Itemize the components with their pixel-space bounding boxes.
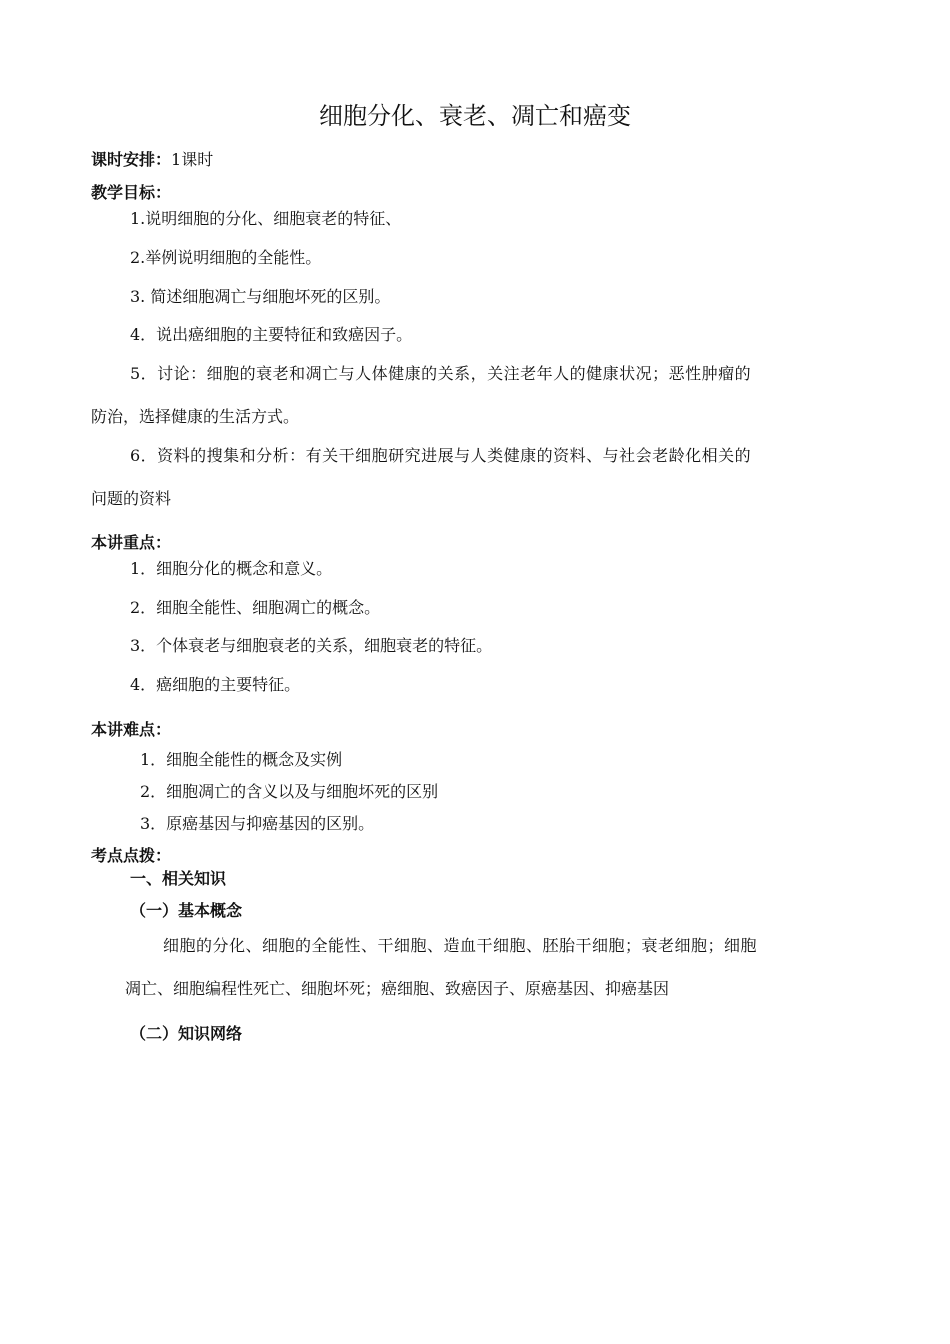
objective-item: 4．说出癌细胞的主要特征和致癌因子。 (130, 325, 413, 344)
objective-item: 2.举例说明细胞的全能性。 (130, 248, 322, 267)
objective-item-cont: 问题的资料 (91, 489, 172, 508)
objective-item-cont: 防治，选择健康的生活方式。 (91, 407, 300, 426)
schedule-line (91, 147, 213, 170)
key-points-heading: 本讲重点： (91, 533, 172, 552)
objectives-heading: 教学目标： (91, 183, 172, 202)
key-point-item: 4．癌细胞的主要特征。 (130, 675, 301, 694)
page-title: 细胞分化、衰老、凋亡和癌变 (319, 102, 631, 130)
objective-item: 3. 简述细胞凋亡与细胞坏死的区别。 (130, 287, 391, 306)
exam-points-heading: 考点点拨： (91, 846, 172, 865)
subsection-heading: （二）知识网络 (130, 1024, 243, 1043)
subsection-heading: （一）基本概念 (130, 901, 243, 920)
key-point-item: 3．个体衰老与细胞衰老的关系，细胞衰老的特征。 (130, 636, 493, 655)
key-point-item: 2．细胞全能性、细胞凋亡的概念。 (130, 598, 381, 617)
difficult-point-item: 1．细胞全能性的概念及实例 (140, 750, 343, 769)
schedule-label: 课时安排： (91, 150, 172, 169)
objective-item: 1.说明细胞的分化、细胞衰老的特征、 (130, 209, 402, 228)
concepts-line: 细胞的分化、细胞的全能性、干细胞、造血干细胞、胚胎干细胞；衰老细胞；细胞 (163, 936, 758, 955)
section-heading: 一、相关知识 (130, 869, 227, 888)
difficult-point-item: 3．原癌基因与抑癌基因的区别。 (140, 814, 375, 833)
objective-item: 6．资料的搜集和分析：有关干细胞研究进展与人类健康的资料、与社会老龄化相关的 (130, 446, 752, 465)
schedule-value: 1课时 (171, 150, 214, 169)
difficult-points-heading: 本讲难点： (91, 720, 172, 739)
objective-item: 5．讨论：细胞的衰老和凋亡与人体健康的关系，关注老年人的健康状况；恶性肿瘤的 (130, 364, 752, 383)
key-point-item: 1．细胞分化的概念和意义。 (130, 559, 333, 578)
concepts-line-cont: 凋亡、细胞编程性死亡、细胞坏死；癌细胞、致癌因子、原癌基因、抑癌基因 (125, 979, 670, 998)
difficult-point-item: 2．细胞凋亡的含义以及与细胞坏死的区别 (140, 782, 439, 801)
